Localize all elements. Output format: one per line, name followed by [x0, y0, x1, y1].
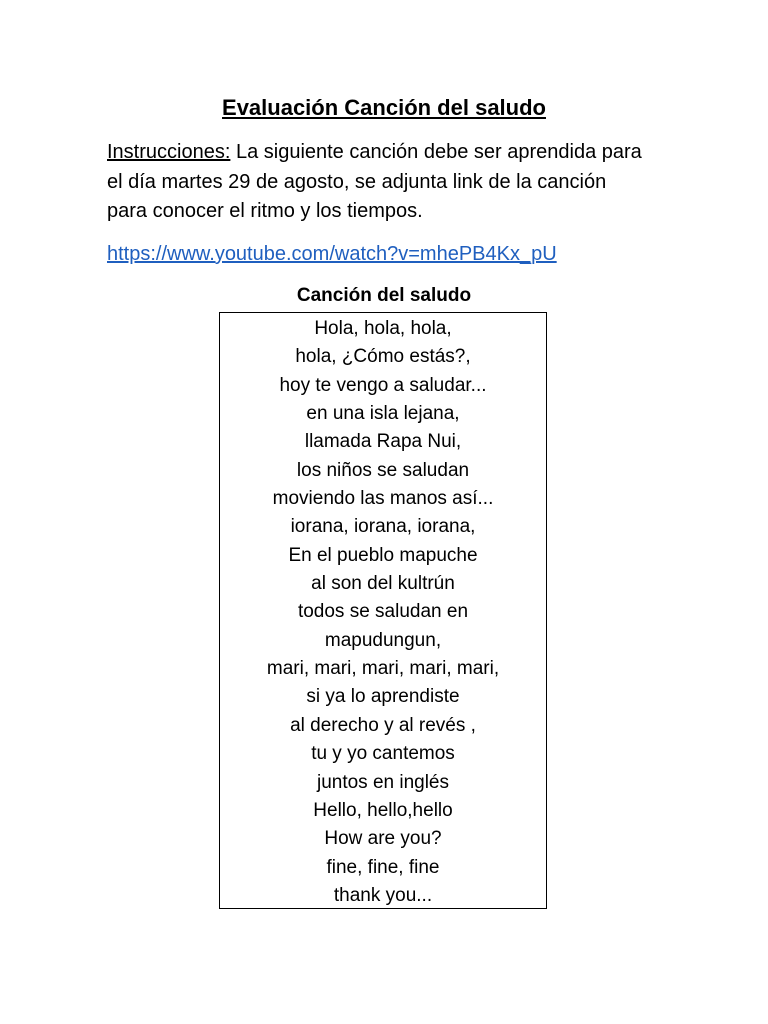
- lyric-line: al son del kultrún: [311, 573, 455, 595]
- lyric-line: hoy te vengo a saludar...: [279, 374, 487, 396]
- lyric-line: si ya lo aprendiste: [306, 686, 460, 708]
- lyric-line: los niños se saludan: [296, 459, 470, 481]
- lyric-line: llamada Rapa Nui,: [304, 431, 462, 453]
- instructions-label: Instrucciones:: [107, 141, 231, 163]
- lyric-line: Hello, hello,hello: [313, 799, 453, 821]
- lyric-line: fine, fine, fine: [326, 856, 440, 878]
- lyric-line: al derecho y al revés ,: [290, 714, 476, 736]
- lyrics-list: [220, 315, 546, 910]
- instructions-text-line-2: el día martes 29 de agosto, se adjunta link de la canción: [107, 170, 607, 193]
- instructions-text-line-1: La siguiente canción debe ser aprendida para: [230, 141, 642, 163]
- lyric-line: tu y yo cantemos: [311, 743, 455, 765]
- lyric-line: moviendo las manos así...: [272, 488, 494, 510]
- lyric-line: juntos en inglés: [316, 771, 450, 793]
- document-title: Evaluación Canción del saludo: [222, 95, 546, 120]
- lyric-line: iorana, iorana, iorana,: [290, 516, 476, 538]
- lyrics-box: [219, 312, 547, 909]
- instructions-text-line-3: para conocer el ritmo y los tiempos.: [107, 200, 423, 222]
- lyric-line: en una isla lejana,: [306, 403, 460, 425]
- lyric-line: todos se saludan en: [297, 601, 469, 623]
- lyric-line: mari, mari, mari, mari, mari,: [266, 658, 500, 680]
- lyric-line: hola, ¿Cómo estás?,: [295, 346, 471, 368]
- lyric-line: Hola, hola, hola,: [314, 318, 452, 339]
- lyric-line: En el pueblo mapuche: [288, 544, 478, 566]
- lyric-line: How are you?: [324, 828, 442, 850]
- lyric-line: mapudungun,: [324, 629, 442, 651]
- song-title: Canción del saludo: [296, 285, 472, 306]
- song-video-link[interactable]: https://www.youtube.com/watch?v=mhePB4Kx_pU: [107, 243, 557, 265]
- instructions-paragraph: [107, 138, 667, 227]
- lyric-line: thank you...: [333, 884, 433, 906]
